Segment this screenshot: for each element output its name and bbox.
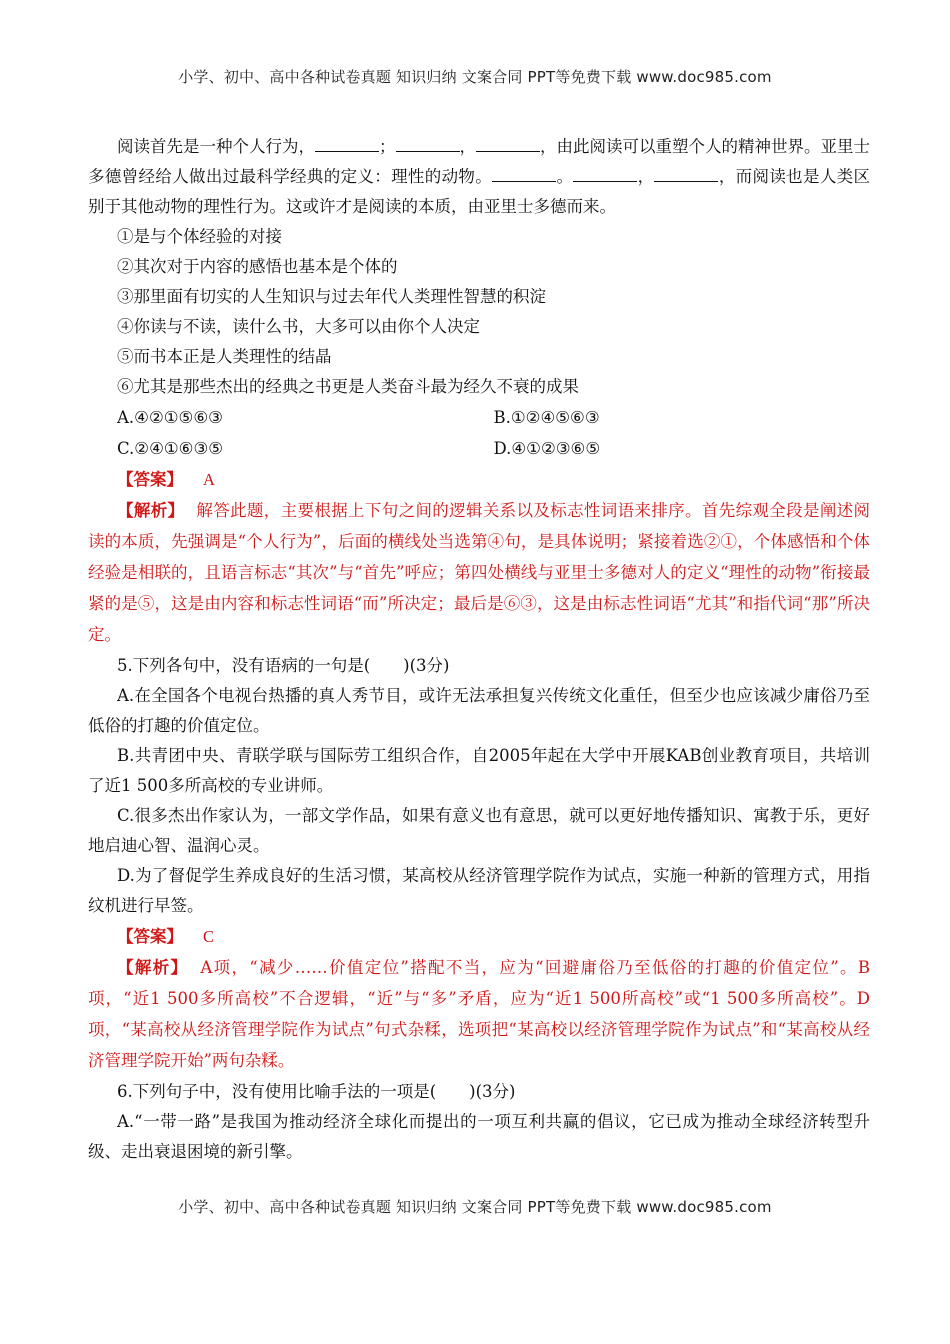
analysis-label: 【解析】: [117, 958, 189, 977]
q5-option-d: D.为了督促学生养成良好的生活习惯，某高校从经济管理学院作为试点，实施一种新的管理方式，用指纹机进行早签。: [88, 866, 870, 915]
analysis-text: 解答此题，主要根据上下句之间的逻辑关系以及标志性词语来排序。首先综观全段是阐述阅读的本质，先强调是“个人行为”，后面的横线处当选第④句，是具体说明；紧接着选②①，个体感悟和个体经验是相联的，且语言标志“其次”与“首先”呼应；第四处横线与亚里士多德对人的定义“理性的动物”衔接最紧的是⑤，这是由内容和标志性词语“而”所决定；最后是⑥③，这是由标志性词语“尤其”和指代词“那”所决定。: [88, 501, 871, 644]
q5-stem: 5.下列各句中，没有语病的一句是( )(3分): [117, 656, 450, 675]
analysis-label: 【解析】: [117, 501, 185, 520]
q4-item-3: ③那里面有切实的人生知识与过去年代人类理性智慧的积淀: [117, 287, 546, 306]
fill-blank-5: [573, 165, 637, 182]
analysis-text: A项，“减少……价值定位”搭配不当，应为“回避庸俗乃至低俗的打趣的价值定位”。B项，“近1 500多所高校”不合逻辑，“近”与“多”矛盾，应为“近1 500所高校”或“1 500多所高校”。D项，“某高校从经济管理学院作为试点”句式杂糅，选项把“某高校以经济管理学院作为试点”和“某高校从经济管理学院开始”两句杂糅。: [88, 958, 870, 1070]
answer-value: C: [203, 927, 215, 946]
fill-blank-6: [654, 165, 718, 182]
q4-answer: [88, 464, 870, 495]
page-header: 小学、初中、高中各种试卷真题 知识归纳 文案合同 PPT等免费下载 www.doc985.com: [178, 68, 772, 86]
document-body: [88, 132, 870, 1167]
q4-item-4: ④你读与不读，读什么书，大多可以由你个人决定: [117, 317, 480, 336]
q4-item-1: ①是与个体经验的对接: [117, 227, 282, 246]
page-footer: 小学、初中、高中各种试卷真题 知识归纳 文案合同 PPT等免费下载 www.doc985.com: [178, 1198, 772, 1216]
fill-blank-1: [315, 135, 379, 152]
answer-label: 【答案】: [117, 470, 183, 489]
q4-item-2: ②其次对于内容的感悟也基本是个体的: [117, 257, 398, 276]
q4-option-c: C.②④①⑥③⑤: [117, 439, 224, 458]
q4-item-6: ⑥尤其是那些杰出的经典之书更是人类奋斗最为经久不衰的成果: [117, 377, 579, 396]
q4-analysis: [88, 495, 870, 650]
q4-option-a: A.④②①⑤⑥③: [117, 408, 223, 427]
q4-option-d: D.④①②③⑥⑤: [493, 439, 601, 458]
fill-blank-3: [476, 135, 540, 152]
fill-blank-4: [492, 165, 556, 182]
answer-value: A: [203, 470, 215, 489]
q4-item-5: ⑤而书本正是人类理性的结晶: [117, 347, 332, 366]
q6-stem: 6.下列句子中，没有使用比喻手法的一项是( )(3分): [117, 1082, 516, 1101]
q5-option-c: C.很多杰出作家认为，一部文学作品，如果有意义也有意思，就可以更好地传播知识、寓教于乐，更好地启迪心智、温润心灵。: [88, 806, 870, 855]
q4-options-row-1: [88, 402, 870, 433]
q4-option-b: B.①②④⑤⑥③: [493, 408, 600, 427]
q4-passage: 阅读首先是一种个人行为， ； ， ，由此阅读可以重塑个人的精神世界。亚里士多德曾经给人做出过最科学经典的定义：理性的动物。 。 ， ，而阅读也是人类区别于其他动物的理性行为。这或许才是阅读的本质，由亚里士多德而来。: [88, 137, 871, 216]
q5-option-a: A.在全国各个电视台热播的真人秀节目，或许无法承担复兴传统文化重任，但至少也应该减少庸俗乃至低俗的打趣的价值定位。: [88, 686, 870, 735]
answer-label: 【答案】: [117, 927, 183, 946]
q5-option-b: B.共青团中央、青联学联与国际劳工组织合作，自2005年起在大学中开展KAB创业教育项目，共培训了近1 500多所高校的专业讲师。: [88, 746, 870, 795]
q4-options-row-2: [88, 433, 870, 464]
q5-analysis: [88, 952, 870, 1076]
q6-option-a: A.“一带一路”是我国为推动经济全球化而提出的一项互利共赢的倡议，它已成为推动全球经济转型升级、走出衰退困境的新引擎。: [88, 1112, 870, 1161]
fill-blank-2: [396, 135, 460, 152]
q5-answer: [88, 921, 870, 952]
